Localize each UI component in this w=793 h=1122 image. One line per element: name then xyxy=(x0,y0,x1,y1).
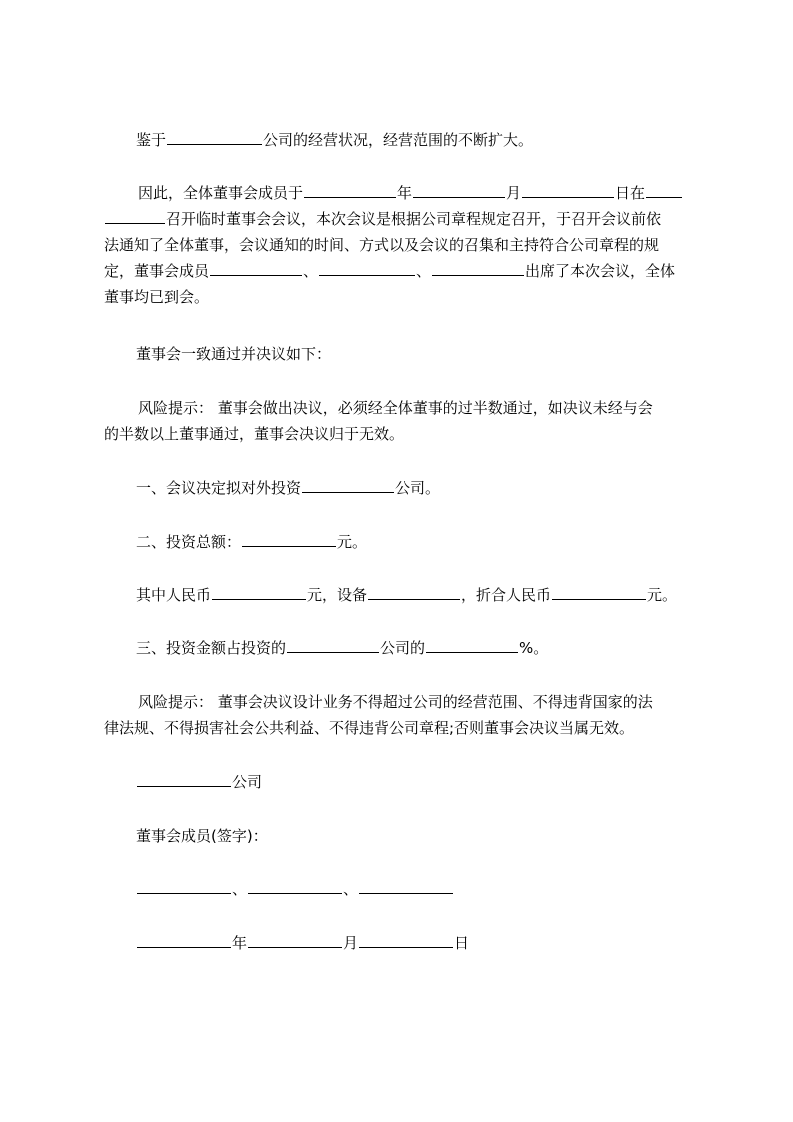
risk-notice-1-line1: 风险提示： 董事会做出决议，必须经全体董事的过半数通过，如决议未经与会 xyxy=(138,399,653,417)
risk-notice-2-line2: 律法规、不得损害社会公共利益、不得违背公司章程;否则董事会决议当属无效。 xyxy=(104,719,635,737)
breakdown-equipment-label: 元，设备 xyxy=(307,586,368,604)
meeting-line1-text: 因此，全体董事会成员于 xyxy=(138,184,304,202)
signing-date xyxy=(104,930,700,956)
risk-notice-2 xyxy=(104,689,700,741)
breakdown-end: 元。 xyxy=(647,586,678,604)
meeting-location-blank-end[interactable] xyxy=(105,207,165,224)
separator: 、 xyxy=(343,880,359,898)
item-3-text: 三、投资金额占投资的 xyxy=(136,639,287,657)
item-2-end: 元。 xyxy=(337,533,368,551)
resolution-intro xyxy=(104,341,700,367)
meeting-line5-text: 董事均已到会。 xyxy=(104,288,210,306)
signature-1-blank[interactable] xyxy=(137,877,231,894)
item-1-text: 一、会议决定拟对外投资 xyxy=(136,479,302,497)
meeting-location-blank-start[interactable] xyxy=(646,181,682,198)
sign-day-blank[interactable] xyxy=(359,931,453,948)
sign-month-label: 月 xyxy=(343,934,359,952)
sign-year-blank[interactable] xyxy=(137,931,231,948)
rmb-amount-blank[interactable] xyxy=(212,583,306,600)
signature-section xyxy=(104,823,700,849)
item-3-end: %。 xyxy=(519,639,549,657)
risk-notice-2-line1: 风险提示： 董事会决议设计业务不得超过公司的经营范围、不得违背国家的法 xyxy=(138,693,653,711)
meeting-line4-text: 定，董事会成员 xyxy=(104,262,210,280)
converted-rmb-blank[interactable] xyxy=(552,583,646,600)
separator: 、 xyxy=(303,262,319,280)
intro-paragraph xyxy=(104,127,700,153)
meeting-line4-end: 出席了本次会议，全体 xyxy=(525,262,676,280)
year-label: 年 xyxy=(397,184,413,202)
signature-3-blank[interactable] xyxy=(359,877,453,894)
item-3 xyxy=(104,635,700,661)
percentage-blank[interactable] xyxy=(426,636,518,653)
total-investment-blank[interactable] xyxy=(242,530,336,547)
intro-text-post: 公司的经营状况，经营范围的不断扩大。 xyxy=(263,131,534,149)
meeting-month-blank[interactable] xyxy=(413,181,505,198)
director-1-blank[interactable] xyxy=(210,259,302,276)
sign-year-label: 年 xyxy=(232,934,248,952)
separator: 、 xyxy=(416,262,432,280)
director-2-blank[interactable] xyxy=(319,259,415,276)
intro-text-pre: 鉴于 xyxy=(136,131,167,149)
investee-company-blank[interactable] xyxy=(287,636,379,653)
equipment-blank[interactable] xyxy=(368,583,460,600)
invest-company-blank[interactable] xyxy=(302,476,394,493)
signing-company-blank[interactable] xyxy=(137,770,231,787)
meeting-line2-text: 召开临时董事会会议，本次会议是根据公司章程规定召开，于召开会议前依 xyxy=(166,210,662,228)
day-location-label: 日在 xyxy=(615,184,646,202)
item-1 xyxy=(104,475,700,501)
meeting-day-blank[interactable] xyxy=(522,181,614,198)
item-3-mid: 公司的 xyxy=(380,639,426,657)
director-3-blank[interactable] xyxy=(432,259,524,276)
item-2 xyxy=(104,529,700,555)
company-name-blank[interactable] xyxy=(167,128,262,145)
separator: 、 xyxy=(232,880,248,898)
breakdown-rmb-label: 其中人民币 xyxy=(136,586,212,604)
meeting-line3-text: 法通知了全体董事，会议通知的时间、方式以及会议的召集和主持符合公司章程的规 xyxy=(104,236,660,254)
meeting-paragraph xyxy=(104,180,700,310)
meeting-year-blank[interactable] xyxy=(304,181,396,198)
signature-label: 董事会成员(签字)： xyxy=(136,827,268,845)
company-signature-line xyxy=(104,769,700,795)
sign-month-blank[interactable] xyxy=(248,931,342,948)
risk-notice-1-line2: 的半数以上董事通过，董事会决议归于无效。 xyxy=(104,425,405,443)
resolution-intro-text: 董事会一致通过并决议如下： xyxy=(136,345,332,363)
signature-blanks xyxy=(104,876,700,902)
item-2-text: 二、投资总额： xyxy=(136,533,242,551)
risk-notice-1 xyxy=(104,395,700,447)
item-1-end: 公司。 xyxy=(395,479,441,497)
breakdown-converted-label: ，折合人民币 xyxy=(461,586,552,604)
sign-day-label: 日 xyxy=(454,934,470,952)
investment-breakdown xyxy=(104,582,700,608)
month-label: 月 xyxy=(506,184,522,202)
signature-2-blank[interactable] xyxy=(248,877,342,894)
company-label: 公司 xyxy=(232,773,263,791)
